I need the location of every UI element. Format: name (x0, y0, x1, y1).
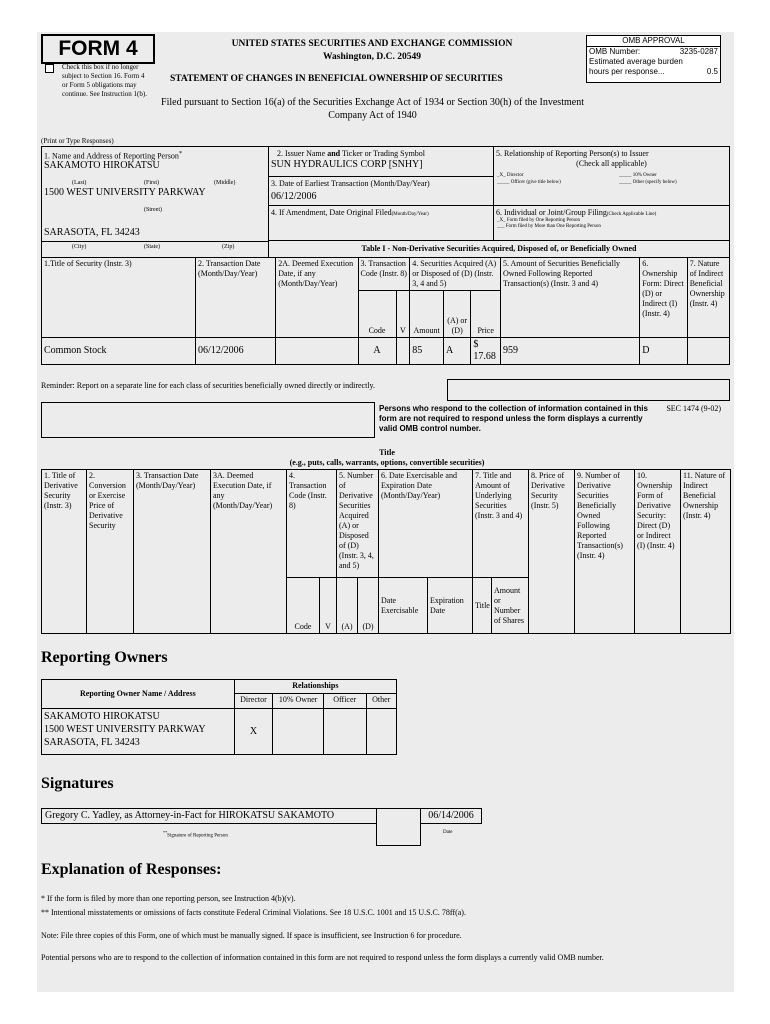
street-label: (Street) (144, 207, 162, 213)
reporting-person-box (41, 146, 269, 258)
t1-h-title: 1.Title of Security (Instr. 3) (42, 258, 196, 338)
ro-relationships-header: Relationships (234, 680, 396, 694)
issuer-label-and: and (327, 149, 341, 158)
explanation-note4: Potential persons who are to respond to the collection of information contained in this form are not required to respond unless the form displays a currently valid OMB number. (41, 953, 604, 962)
ro-col-director: Director (234, 694, 273, 709)
t2-h-d: (D) (358, 578, 379, 634)
table2-subtitle: (e.g., puts, calls, warrants, options, convertible securities) (289, 458, 485, 467)
t1-security: Common Stock (42, 338, 196, 365)
table1-title-box (268, 240, 730, 258)
issuer-label-post: Ticker or Trading Symbol (340, 149, 426, 158)
signer-box (41, 808, 377, 824)
filing-label (494, 206, 729, 218)
signatures-heading: Signatures (41, 775, 114, 792)
reporting-person-star: * (178, 150, 183, 157)
omb-number-row (587, 47, 720, 57)
relationship-box (493, 146, 730, 206)
earliest-date-label: 3. Date of Earliest Transaction (Month/Day/Year) (271, 179, 430, 188)
t1-h-nature: 7. Nature of Indirect Beneficial Ownership (Instr. 4) (687, 258, 729, 338)
ro-col-other: Other (366, 694, 396, 709)
t1-h-form: 6. Ownership Form: Direct (D) or Indirect (I) (Instr. 4) (640, 258, 687, 338)
t2-h7: 7. Title and Amount of Underlying Securities (Instr. 3 and 4) (473, 470, 529, 578)
omb-title: OMB APPROVAL (587, 36, 720, 47)
last-label: (Last) (72, 180, 87, 186)
t1-h-amount-sub: Amount (410, 291, 444, 338)
omb-number-value: 3235-0287 (679, 47, 718, 56)
ro-col-10pct: 10% Owner (273, 694, 324, 709)
t1-h-code-sub: Code (358, 291, 396, 338)
t1-h-deemed: 2A. Deemed Execution Date, if any (Month/Day/Year) (276, 258, 358, 338)
omb-number-label: OMB Number: (589, 47, 641, 56)
t1-form: D (640, 338, 687, 365)
middle-label: (Middle) (214, 180, 236, 186)
t1-code: A (358, 338, 396, 365)
street-value: 1500 WEST UNIVERSITY PARKWAY (44, 187, 206, 198)
table1 (41, 257, 730, 365)
ro-name-cell (42, 709, 235, 755)
ro-other (366, 709, 396, 755)
t1-deemed (276, 338, 358, 365)
issuer-box (268, 146, 494, 177)
ro-director: X (234, 709, 273, 755)
filing-more: ___ Form filed by More than One Reporting Person (497, 224, 601, 229)
signature-gap-box (376, 808, 421, 846)
print-type-note: (Print or Type Responses) (41, 137, 114, 145)
reporting-person-name: SAKAMOTO HIROKATSU (44, 160, 160, 171)
t2-h5: 5. Number of Derivative Securities Acquired (A) or Disposed of (D) (Instr. 3, 4, and 5) (337, 470, 379, 578)
relationship-officer: _____ Officer (give title below) (497, 180, 561, 185)
explanation-note1: * If the form is filed by more than one reporting person, see Instruction 4(b)(v). (41, 894, 296, 903)
table-row (42, 338, 730, 365)
ro-address1: 1500 WEST UNIVERSITY PARKWAY (44, 724, 206, 735)
earliest-date-box (268, 176, 494, 206)
form-page (37, 32, 734, 992)
no-longer-subject-checkbox[interactable] (45, 64, 54, 73)
agency-location: Washington, D.C. 20549 (323, 52, 421, 62)
t2-h-title: Title (473, 578, 492, 634)
signature-label-star: ** (163, 830, 168, 835)
t2-h4: 4. Transaction Code (Instr. 8) (287, 470, 337, 578)
explanation-note3: Note: File three copies of this Form, one of which must be manually signed. If space is insufficient, see Instruction 6 for procedure. (41, 931, 462, 940)
omb-approval-box (586, 35, 721, 83)
t1-v (396, 338, 410, 365)
filing-one: _X_ Form filed by One Reporting Person (497, 218, 581, 223)
t1-h-date: 2. Transaction Date (Month/Day/Year) (196, 258, 276, 338)
t2-h-v: V (320, 578, 337, 634)
amendment-label (269, 206, 493, 220)
t2-h10: 10. Ownership Form of Derivative Security: Direct (D) or Indirect (I) (Instr. 4) (635, 470, 681, 634)
relationship-sub: (Check all applicable) (576, 159, 647, 168)
ro-name-header: Reporting Owner Name / Address (42, 680, 235, 709)
t2-h-exp: Expiration Date (428, 578, 473, 634)
t1-h-price: Price (471, 291, 501, 338)
zip-label: (Zip) (222, 244, 235, 250)
t1-nature (687, 338, 729, 365)
omb-burden-label: Estimated average burden (589, 57, 683, 66)
filing-label-text: 6. Individual or Joint/Group Filing (496, 208, 607, 217)
t2-h9: 9. Number of Derivative Securities Beneficially Owned Following Reported Transaction(s) (Instr. 4) (575, 470, 635, 634)
signature-date: 06/14/2006 (428, 810, 474, 821)
reminder-box-right (447, 379, 730, 401)
t2-h2: 2. Conversion or Exercise Price of Derivative Security (87, 470, 134, 634)
relationship-other: _____ Other (specify below) (619, 180, 677, 185)
signature-date-box (420, 808, 482, 824)
signer-name: Gregory C. Yadley, as Attorney-in-Fact for HIROKATSU SAKAMOTO (45, 810, 335, 821)
t2-h6: 6. Date Exercisable and Expiration Date (Month/Day/Year) (379, 470, 473, 578)
t2-h8: 8. Price of Derivative Security (Instr. 5) (529, 470, 575, 634)
filed-pursuant: Filed pursuant to Section 16(a) of the Securities Exchange Act of 1934 or Section 30(h) of the Investment Company Act of 1940 (161, 97, 584, 121)
first-label: (First) (144, 180, 159, 186)
explanation-note2: ** Intentional misstatements or omissions of facts constitute Federal Criminal Violations. See 18 U.S.C. 1001 and 15 U.S.C. 78ff(a). (41, 908, 466, 917)
reminder-box-left (41, 402, 375, 438)
earliest-date-value: 06/12/2006 (271, 191, 317, 202)
reporting-owners-heading: Reporting Owners (41, 649, 168, 666)
state-label: (State) (144, 244, 160, 250)
checkbox-text: Check this box if no longer subject to Section 16. Form 4 or Form 5 obligations may continue. See Instruction 1(b). (62, 63, 147, 98)
omb-hours-label: hours per response... (589, 67, 665, 76)
reporting-owners-table (41, 679, 397, 755)
ro-name: SAKAMOTO HIROKATSU (44, 711, 160, 722)
signature-date-label: Date (443, 830, 453, 835)
relationship-director: _X_ Director (497, 173, 524, 178)
t1-date: 06/12/2006 (196, 338, 276, 365)
ro-10pct (273, 709, 324, 755)
city-value: SARASOTA, FL 34243 (44, 227, 140, 238)
t1-h-acquired: 4. Securities Acquired (A) or Disposed of (D) (Instr. 3, 4 and 5) (410, 258, 501, 291)
t2-h-a: (A) (337, 578, 358, 634)
t1-h-amount: 5. Amount of Securities Beneficially Owned Following Reported Transaction(s) (Instr. 3 and 4) (500, 258, 639, 338)
ro-col-officer: Officer (323, 694, 366, 709)
table-row (42, 709, 397, 755)
omb-hours-value: 0.5 (706, 67, 718, 76)
signature-label-text: Signature of Reporting Person (167, 833, 228, 839)
ro-officer (323, 709, 366, 755)
t1-h-code: 3. Transaction Code (Instr. 8) (358, 258, 410, 291)
relationship-label: 5. Relationship of Reporting Person(s) to Issuer (496, 149, 649, 158)
table1-title: Table I - Non-Derivative Securities Acquired, Disposed of, or Beneficially Owned (361, 244, 637, 253)
signature-label (163, 830, 228, 840)
statement-title: STATEMENT OF CHANGES IN BENEFICIAL OWNERSHIP OF SECURITIES (170, 74, 503, 84)
t2-h11: 11. Nature of Indirect Beneficial Ownership (Instr. 4) (681, 470, 731, 634)
omb-hours-row (587, 67, 720, 77)
filing-box (493, 205, 730, 241)
form-title-box (41, 34, 155, 64)
city-divider (42, 241, 268, 242)
sec-number: SEC 1474 (9-02) (666, 404, 721, 413)
t1-aord: A (443, 338, 470, 365)
explanation-heading: Explanation of Responses: (41, 861, 222, 878)
agency-name: UNITED STATES SECURITIES AND EXCHANGE COMMISSION (231, 39, 513, 49)
issuer-label-pre: 2. Issuer Name (277, 149, 328, 158)
t1-h-aord: (A) or (D) (443, 291, 470, 338)
t2-h-amount-shares: Amount or Number of Shares (492, 578, 529, 634)
filing-sub: (Check Applicable Line) (606, 212, 657, 217)
form-title: FORM 4 (58, 37, 138, 60)
t2-h3: 3. Transaction Date (Month/Day/Year) (134, 470, 211, 634)
amendment-box (268, 205, 494, 241)
t2-h-date-ex: Date Exercisable (379, 578, 428, 634)
t2-h-code: Code (287, 578, 320, 634)
t2-h3a: 3A. Deemed Execution Date, if any (Month/Day/Year) (211, 470, 287, 634)
relationship-10pct: _____ 10% Owner (619, 173, 657, 178)
amendment-sub: (Month/Day/Year) (391, 212, 429, 217)
t1-owned: 959 (500, 338, 639, 365)
reminder: Reminder: Report on a separate line for each class of securities beneficially owned directly or indirectly. (41, 381, 376, 390)
issuer-value: SUN HYDRAULICS CORP [SNHY] (271, 159, 423, 170)
t1-h-v: V (396, 291, 410, 338)
t1-amount: 85 (410, 338, 444, 365)
t2-h1: 1. Title of Derivative Security (Instr. 3) (42, 470, 87, 634)
ro-address2: SARASOTA, FL 34243 (44, 737, 140, 748)
issuer-label (269, 147, 493, 159)
persons-notice: Persons who respond to the collection of information contained in this form are not required to respond unless the form displays a currently valid OMB control number. (379, 404, 648, 433)
amendment-label-text: 4. If Amendment, Date Original Filed (271, 208, 392, 217)
t1-price: $ 17.68 (471, 338, 501, 365)
city-label: (City) (72, 244, 87, 250)
reporting-person-label-text: 1. Name and Address of Reporting Person (44, 151, 179, 161)
table2-title: Title (379, 448, 395, 457)
table2 (41, 469, 731, 634)
